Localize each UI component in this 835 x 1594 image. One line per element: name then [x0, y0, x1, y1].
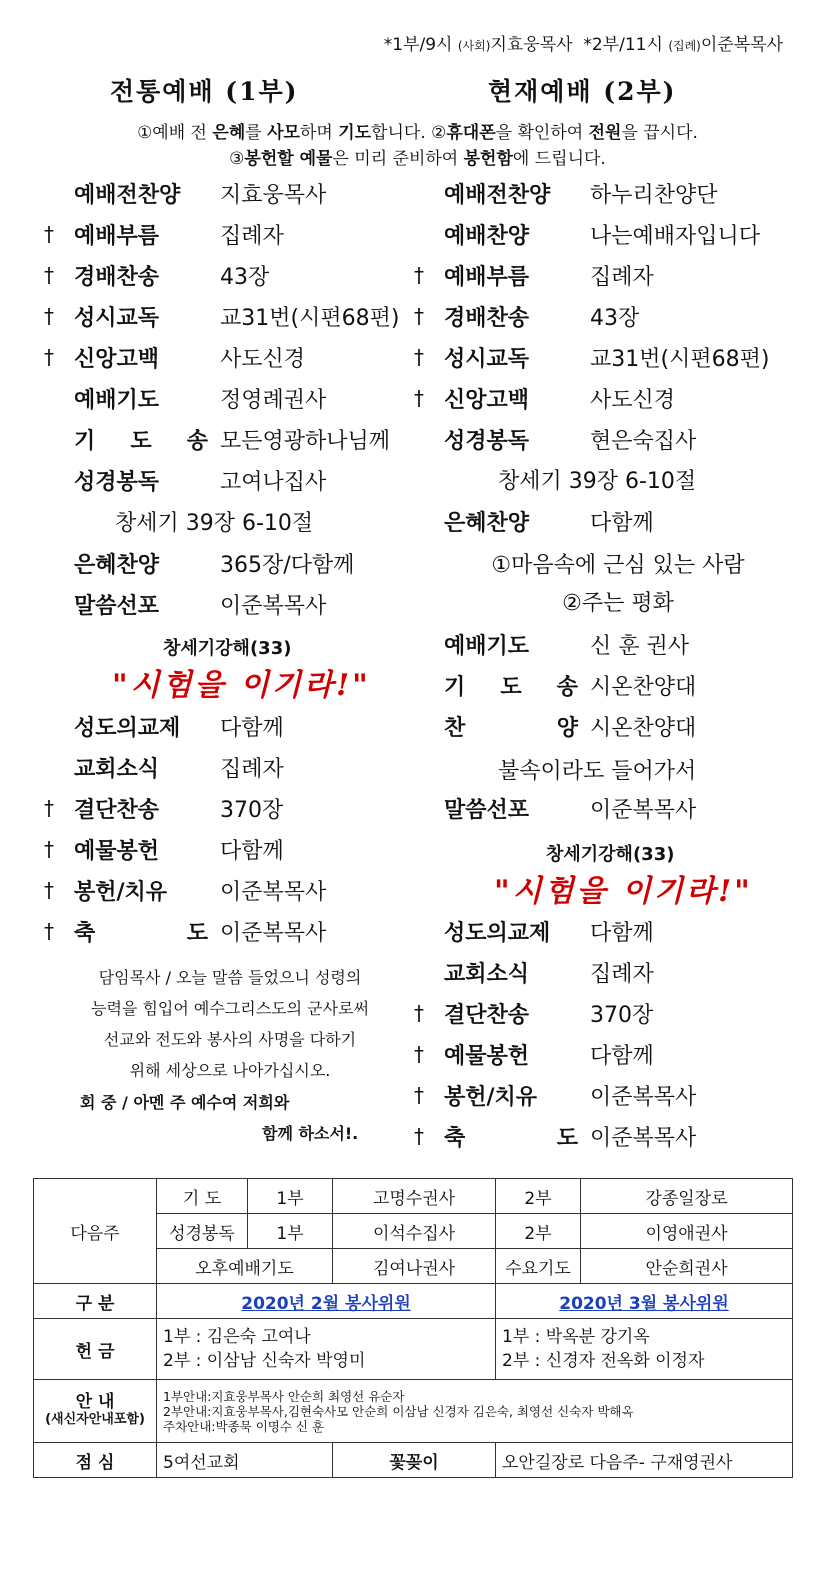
- part2-role: (집례): [668, 39, 701, 53]
- order-value: 다함께: [590, 510, 654, 536]
- order-value: 나는예배자입니다: [590, 223, 761, 249]
- order-label: 성시교독: [444, 346, 530, 372]
- order-row: [44, 747, 284, 787]
- cross-icon: †: [44, 878, 54, 902]
- order-label: 예배부름: [444, 264, 530, 290]
- order-value: 다함께: [590, 920, 654, 946]
- cross-icon: †: [44, 919, 54, 943]
- order-value: 이준복목사: [590, 1084, 697, 1110]
- order-label: 축 도: [74, 920, 208, 946]
- order-row: [44, 460, 326, 500]
- prayer-part1: 고명수권사: [333, 1179, 496, 1214]
- order-label: 성경봉독: [444, 428, 530, 454]
- reading-part2: 이영애권사: [581, 1214, 793, 1249]
- feb-volunteers-header: 2020년 2월 봉사위원: [241, 1293, 411, 1314]
- order-row: [414, 788, 696, 828]
- reading-part1-label: 1부: [248, 1214, 333, 1249]
- service1-title: 전통예배 (1부): [110, 77, 299, 106]
- order-label: 기 도 송: [444, 674, 578, 700]
- order-value: 정영례권사: [220, 387, 327, 413]
- order-row: [44, 214, 284, 254]
- wednesday-prayer-label: 수요기도: [496, 1249, 581, 1284]
- order-row: [414, 952, 654, 992]
- afternoon-prayer-label: 오후예배기도: [157, 1249, 333, 1284]
- order-value: 이준복목사: [590, 797, 697, 823]
- guide-volunteers: 1부안내:지효웅부목사 안순희 최영선 유순자 2부안내:지효웅부목사,김현숙사모 안순희 이삼남 신경자 김은숙, 최영선 신숙자 박해옥 주차안내:박종묵 이명수 신 훈: [157, 1380, 793, 1443]
- order-row: [414, 911, 654, 951]
- cross-icon: †: [414, 304, 424, 328]
- next-week-label: 다음주: [34, 1179, 157, 1284]
- order-row: [44, 870, 326, 910]
- order-value: 370장: [220, 797, 284, 823]
- cross-icon: †: [44, 304, 54, 328]
- cross-icon: †: [414, 386, 424, 410]
- order-row: [414, 419, 696, 459]
- cross-icon: †: [44, 345, 54, 369]
- order-value: 사도신경: [220, 346, 306, 372]
- cross-icon: †: [414, 263, 424, 287]
- order-value: 사도신경: [590, 387, 676, 413]
- order-label: 결단찬송: [74, 797, 160, 823]
- order-row: [414, 501, 654, 541]
- service2-sermon-series: 창세기강해(33): [546, 844, 675, 865]
- reading-part2-label: 2부: [496, 1214, 581, 1249]
- intro-line-2: ③봉헌할 예물은 미리 준비하여 봉헌함에 드립니다.: [229, 149, 606, 169]
- order-label: 성경봉독: [74, 469, 160, 495]
- part2-name: 이준복목사: [700, 35, 783, 55]
- part1-name: 지효웅목사: [490, 35, 573, 55]
- cross-icon: †: [414, 1083, 424, 1107]
- order-value: 이준복목사: [590, 1125, 697, 1151]
- order-row: [414, 1116, 696, 1156]
- order-row: [414, 1075, 696, 1115]
- order-row: [44, 255, 269, 295]
- order-value: 이준복목사: [220, 879, 327, 905]
- reading-label: 성경봉독: [157, 1214, 248, 1249]
- order-row: [414, 378, 675, 418]
- order-value: 시온찬양대: [590, 674, 697, 700]
- part2-time: *2부/11시: [583, 35, 663, 55]
- division-label: 구 분: [34, 1284, 157, 1319]
- order-value: 43장: [590, 305, 640, 331]
- order-value: 고여나집사: [220, 469, 327, 495]
- order-row: [44, 911, 326, 951]
- offering-mar: 1부 : 박옥분 강기옥 2부 : 신경자 전옥화 이정자: [496, 1319, 793, 1380]
- order-row: [414, 296, 639, 336]
- order-row: [414, 624, 689, 664]
- order-label: 축 도: [444, 1125, 578, 1151]
- order-label: 경배찬송: [74, 264, 160, 290]
- cross-icon: †: [414, 1042, 424, 1066]
- cross-icon: †: [44, 222, 54, 246]
- cross-icon: †: [44, 263, 54, 287]
- order-row: [44, 296, 399, 336]
- order-row: [44, 543, 354, 583]
- cross-icon: †: [44, 796, 54, 820]
- order-label: 예물봉헌: [444, 1043, 530, 1069]
- order-label: 예배기도: [74, 387, 160, 413]
- order-row: [414, 173, 718, 213]
- service2-song-2: ②주는 평화: [562, 591, 674, 616]
- cross-icon: †: [414, 345, 424, 369]
- order-value: 이준복목사: [220, 920, 327, 946]
- order-label: 성시교독: [74, 305, 160, 331]
- order-label: 예배기도: [444, 633, 530, 659]
- order-row: [44, 706, 284, 746]
- part1-role: (사회): [457, 39, 491, 53]
- order-row: [414, 665, 696, 705]
- order-value: 시온찬양대: [590, 715, 697, 741]
- service2-sermon-title: "시험을 이기라!": [494, 874, 753, 909]
- afternoon-prayer: 김여나권사: [333, 1249, 496, 1284]
- order-value: 집례자: [220, 756, 284, 782]
- order-label: 은혜찬양: [74, 552, 160, 578]
- lunch-value: 5여선교회: [157, 1443, 333, 1478]
- order-label: 교회소식: [444, 961, 530, 987]
- service-time-notice: [384, 30, 783, 55]
- order-value: 집례자: [220, 223, 284, 249]
- order-value: 43장: [220, 264, 270, 290]
- cross-icon: †: [414, 1124, 424, 1148]
- reading-part1: 이석수집사: [333, 1214, 496, 1249]
- order-value: 모든영광하나님께: [220, 428, 391, 454]
- order-row: [414, 337, 769, 377]
- order-value: 집례자: [590, 264, 654, 290]
- order-value: 하누리찬양단: [590, 182, 718, 208]
- order-label: 성도의교제: [74, 715, 181, 741]
- order-label: 말씀선포: [74, 593, 160, 619]
- order-row: [44, 337, 305, 377]
- order-label: 예배전찬양: [74, 182, 181, 208]
- service1-sermon-title: "시험을 이기라!": [112, 668, 371, 703]
- order-label: 성도의교제: [444, 920, 551, 946]
- order-value: 신 훈 권사: [590, 633, 689, 659]
- order-value: 현은숙집사: [590, 428, 697, 454]
- prayer-part1-label: 1부: [248, 1179, 333, 1214]
- order-row: [44, 829, 284, 869]
- order-label: 결단찬송: [444, 1002, 530, 1028]
- part1-time: *1부/9시: [383, 35, 453, 55]
- order-label: 은혜찬양: [444, 510, 530, 536]
- prayer-label: 기 도: [157, 1179, 248, 1214]
- order-row: [44, 419, 390, 459]
- order-label: 교회소식: [74, 756, 160, 782]
- volunteer-table: [33, 1178, 793, 1478]
- service2-scripture: 창세기 39장 6-10절: [498, 469, 697, 494]
- order-row: [414, 255, 654, 295]
- order-value: 다함께: [590, 1043, 654, 1069]
- service1-sermon-series: 창세기강해(33): [163, 638, 292, 659]
- order-value: 이준복목사: [220, 593, 327, 619]
- order-value: 집례자: [590, 961, 654, 987]
- congregation-response: 회 중 / 아멘 주 예수여 저희와: [80, 1093, 290, 1112]
- cross-icon: †: [414, 1001, 424, 1025]
- order-label: 예배부름: [74, 223, 160, 249]
- order-label: 봉헌/치유: [444, 1084, 538, 1110]
- order-value: 다함께: [220, 715, 284, 741]
- prayer-part2-label: 2부: [496, 1179, 581, 1214]
- order-row: [414, 706, 696, 746]
- order-label: 기 도 송: [74, 428, 208, 454]
- benediction-text: 담임목사 / 오늘 말씀 들었으니 성령의 능력을 힘입어 예수그리스도의 군사로써 선교와 전도와 봉사의 사명을 다하기 위해 세상으로 나아가십시오.: [90, 968, 369, 1080]
- order-row: [414, 1034, 654, 1074]
- order-row: [44, 788, 283, 828]
- order-value: 교31번(시편68편): [220, 305, 400, 331]
- order-label: 봉헌/치유: [74, 879, 168, 905]
- order-row: [414, 993, 653, 1033]
- order-row: [44, 584, 326, 624]
- order-label: 말씀선포: [444, 797, 530, 823]
- flower-value: 오안길장로 다음주- 구재영권사: [496, 1443, 793, 1478]
- guide-label: 안 내 (새신자안내포함): [34, 1380, 157, 1443]
- order-label: 경배찬송: [444, 305, 530, 331]
- service1-scripture: 창세기 39장 6-10절: [115, 511, 314, 536]
- order-label: 신앙고백: [74, 346, 160, 372]
- order-value: 365장/다함께: [220, 552, 355, 578]
- service2-title: 현재예배 (2부): [488, 77, 677, 106]
- service2-song-1: ①마음속에 근심 있는 사람: [491, 553, 745, 578]
- lunch-label: 점 심: [34, 1443, 157, 1478]
- cross-icon: †: [44, 837, 54, 861]
- flower-label: 꽃꽂이: [333, 1443, 496, 1478]
- order-label: 예물봉헌: [74, 838, 160, 864]
- order-value: 지효웅목사: [220, 182, 327, 208]
- mar-volunteers-header: 2020년 3월 봉사위원: [559, 1293, 729, 1314]
- intro-line-1: ①예배 전 은혜를 사모하며 기도합니다. ②휴대폰을 확인하여 전원을 끕시다.: [137, 123, 698, 143]
- order-label: 예배전찬양: [444, 182, 551, 208]
- order-value: 다함께: [220, 838, 284, 864]
- order-row: [44, 378, 326, 418]
- order-row: [44, 173, 326, 213]
- congregation-response-2: 함께 하소서!.: [262, 1124, 359, 1143]
- service2-anthem: 불속이라도 들어가서: [498, 759, 697, 784]
- order-label: 신앙고백: [444, 387, 530, 413]
- order-label: 찬 양: [444, 715, 578, 741]
- offering-feb: 1부 : 김은숙 고여나 2부 : 이삼남 신숙자 박영미: [157, 1319, 496, 1380]
- wednesday-prayer: 안순희권사: [581, 1249, 793, 1284]
- offering-label: 헌 금: [34, 1319, 157, 1380]
- order-row: [414, 214, 760, 254]
- order-label: 예배찬양: [444, 223, 530, 249]
- prayer-part2: 강종일장로: [581, 1179, 793, 1214]
- order-value: 370장: [590, 1002, 654, 1028]
- order-value: 교31번(시편68편): [590, 346, 770, 372]
